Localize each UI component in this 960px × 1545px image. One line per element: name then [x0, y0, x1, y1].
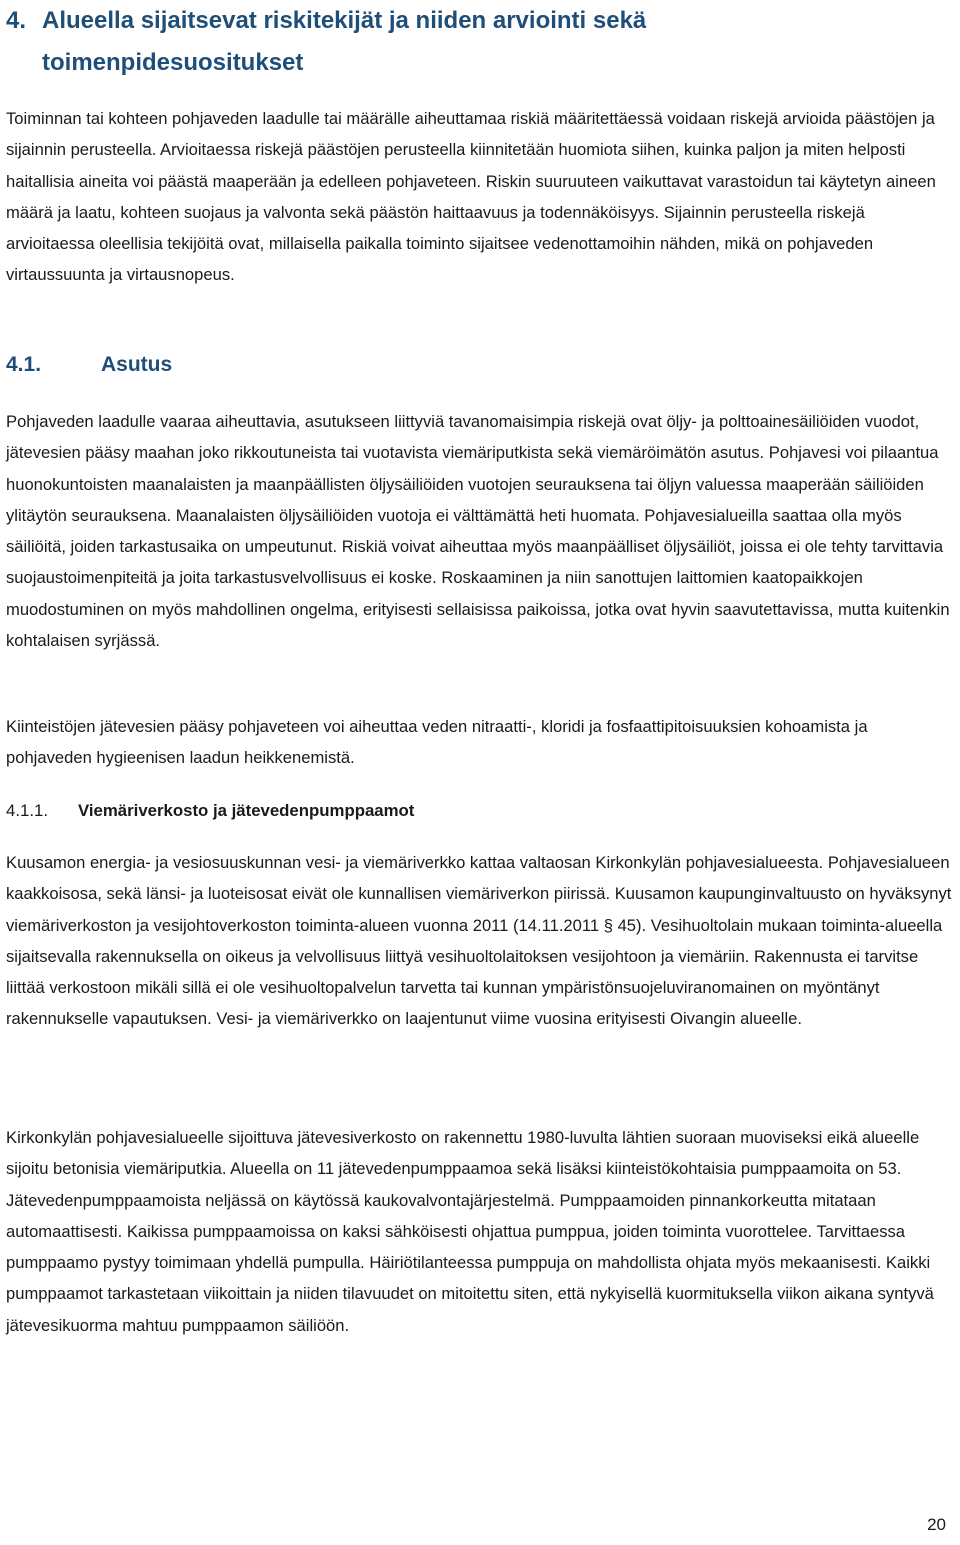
- subsection-title: Viemäriverkosto ja jätevedenpumppaamot: [78, 801, 415, 820]
- page-number: 20: [927, 1515, 946, 1534]
- subsection-number: 4.1.1.: [6, 801, 48, 820]
- section-number: 4.1.: [6, 353, 42, 376]
- chapter-number: 4.: [6, 7, 27, 34]
- chapter-title-line-2: toimenpidesuositukset: [42, 49, 304, 76]
- chapter-title-line-1: Alueella sijaitsevat riskitekijät ja niiden arviointi sekä: [42, 7, 647, 34]
- viemari-paragraph-2: Kirkonkylän pohjavesialueelle sijoittuva jätevesiverkosto on rakennettu 1980-luvulta lähtien suoraan muoviseksi eikä alueelle sijoitu betonisia viemäriputkia. Alueella on 11 jätevedenpumppaamoa sekä lisäksi kiinteistökohtaisia pumppaamoita on 53. Jätevedenpumppaamoista neljässä on käytössä kaukovalvontajärjestelmä. Pumppaamoiden pinnankorkeutta mitataan automaattisesti. Kaikissa pumppaamoissa on kaksi sähköisesti ohjattua pumppua, joiden toiminta vuorottelee. Tarvittaessa pumppaamo pystyy toimimaan yhdellä pumpulla. Häiriötilanteessa pumppuja on mahdollista ohjata myös mekaanisesti. Kaikki pumppaamot tarkastetaan viikoittain ja niiden tilavuudet on mitoitettu siten, että nykyisellä kuormituksella viikon aikana syntyvä jätevesikuorma mahtuu pumppaamon säiliöön.: [6, 1128, 934, 1335]
- subsection-heading: [6, 797, 414, 825]
- asutus-paragraph-1: Pohjaveden laadulle vaaraa aiheuttavia, asutukseen liittyviä tavanomaisimpia riskejä ovat öljy- ja polttoainesäiliöiden vuodot, jätevesien pääsy maahan joko rikkoutuneista tai vuotavista viemäriputkista sekä viemäröimätön asutus. Pohjavesi voi pilaantua huonokuntoisten maanalaisten ja maanpäällisten öljysäiliöiden vuotojen seurauksena tai öljyn valuessa maaperään säiliöiden ylitäytön seurauksena. Maanalaisten öljysäiliöiden vuotoja ei välttämättä heti huomata. Pohjavesialueilla saattaa olla myös säiliöitä, joiden tarkastusaika on umpeutunut. Riskiä voivat aiheuttaa myös maanpäälliset öljysäiliöt, joissa ei ole tehty tarvittavia suojaustoimenpiteitä ja joita tarkastusvelvollisuus ei koske. Roskaaminen ja niin sanottujen laittomien kaatopaikkojen muodostuminen on myös mahdollinen ongelma, erityisesti sellaisissa paikoissa, jotka ovat hyvin saavutettavissa, mutta kuitenkin kohtalaisen syrjässä.: [6, 412, 950, 651]
- section-title: Asutus: [101, 353, 173, 376]
- chapter-heading: [6, 0, 946, 84]
- viemari-paragraph-1: Kuusamon energia- ja vesiosuuskunnan vesi- ja viemäriverkko kattaa valtaosan Kirkonkylän pohjavesialueesta. Pohjavesialueen kaakkoisosa, sekä länsi- ja luoteisosat eivät ole kunnallisen viemäriverkon piirissä. Kuusamon kaupunginvaltuusto on hyväksynyt viemäriverkoston ja vesijohtoverkoston toiminta-alueen vuonna 2011 (14.11.2011 § 45). Vesihuoltolain mukaan toiminta-alueella sijaitsevalla rakennuksella on oikeus ja velvollisuus liittyä vesihuoltolaitoksen vesijohtoon ja viemäriin. Rakennusta ei tarvitse liittää verkostoon mikäli sillä ei ole vesihuoltopalvelun tarvetta tai kunnan ympäristönsuojeluviranomainen on myöntänyt rakennukselle vapautuksen. Vesi- ja viemäriverkko on laajentunut viime vuosina erityisesti Oivangin alueelle.: [6, 853, 952, 1029]
- asutus-paragraph-2: Kiinteistöjen jätevesien pääsy pohjaveteen voi aiheuttaa veden nitraatti-, kloridi ja fosfaattipitoisuuksien kohoamista ja pohjaveden hygieenisen laadun heikkenemistä.: [6, 717, 868, 768]
- section-heading-asutus: [6, 350, 172, 380]
- intro-paragraph: Toiminnan tai kohteen pohjaveden laadulle tai määrälle aiheuttamaa riskiä määritettäessä voidaan riskejä arvioida päästöjen ja sijainnin perusteella. Arvioitaessa riskejä päästöjen perusteella kiinnitetään huomiota siihen, kuinka paljon ja miten helposti haitallisia aineita voi päästä maaperään ja edelleen pohjaveteen. Riskin suuruuteen vaikuttavat varastoidun tai käytetyn aineen määrä ja laatu, kohteen suojaus ja valvonta sekä päästön haittaavuus ja todennäköisyys. Sijainnin perusteella riskejä arvioitaessa oleellisia tekijöitä ovat, millaisella paikalla toiminto sijaitsee vedenottamoihin nähden, mikä on pohjaveden virtaussuunta ja virtausnopeus.: [6, 109, 936, 285]
